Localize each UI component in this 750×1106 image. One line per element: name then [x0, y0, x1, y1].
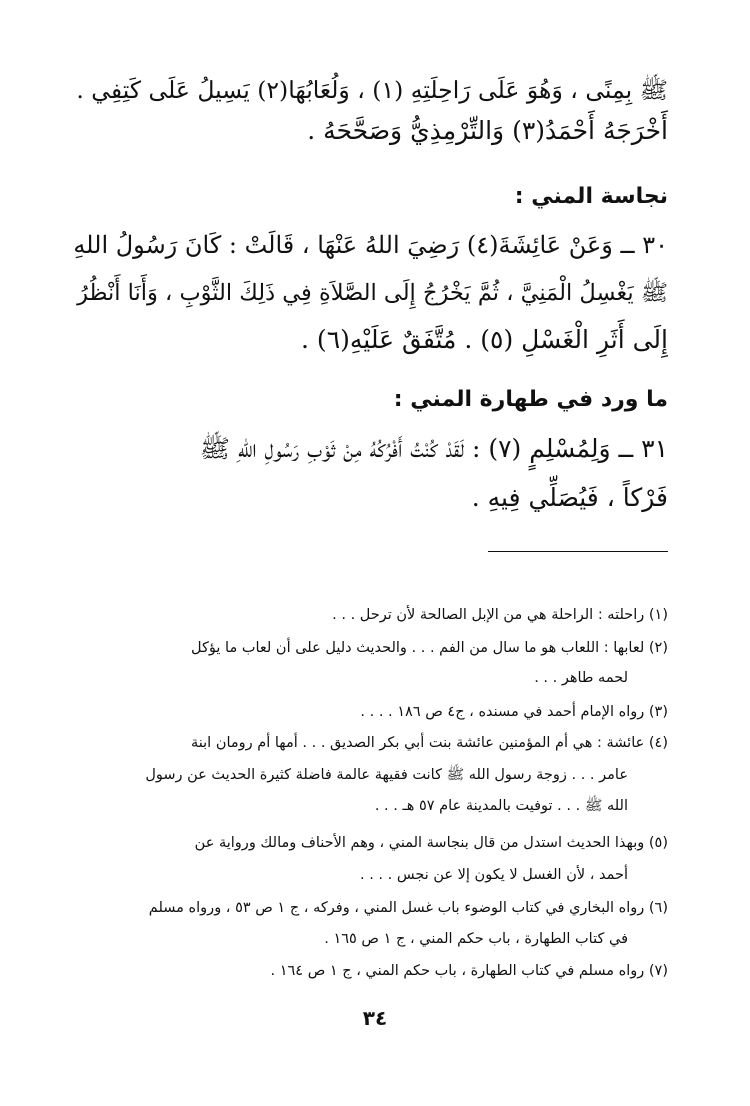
section-heading-najasa: نجاسة المني : [514, 184, 668, 209]
footnote-line: أحمد ، لأن الغسل لا يكون إلا عن نجس . . . . [359, 867, 628, 883]
main-text-line: أَخْرَجَهُ أَحْمَدُ(٣) وَالتِّرْمِذِيُّ وَصَحَّحَهُ . [307, 116, 668, 145]
main-text-line: ٣٠ ــ وَعَنْ عَائِشَةَ(٤) رَضِيَ اللهُ عَنْهَا ، قَالَتْ : كَانَ رَسُولُ اللهِ [73, 231, 668, 259]
main-text-line: ﷺ بِمِنًى ، وَهُوَ عَلَى رَاحِلَتِهِ (١) ، وَلُعَابُهَا(٢) يَسِيلُ عَلَى كَتِفِي . [76, 76, 668, 104]
main-text-line: ٣١ ــ وَلِمُسْلِمٍ (٧) : لَقَدْ كُنْتُ أَفْرُكُهُ مِنْ ثَوْبِ رَسُولِ اللهِ ﷺ [199, 434, 668, 463]
section-heading-tahara: ما ورد في طهارة المني : [393, 387, 668, 412]
footnote-line: (٢) لعابها : اللعاب هو ما سال من الفم . . . والحديث دليل على أن لعاب ما يؤكل [191, 640, 668, 656]
footnote-line: في كتاب الطهارة ، باب حكم المني ، ج ١ ص ١٦٥ . [324, 931, 628, 947]
footnote-line: لحمه طاهر . . . [534, 670, 628, 686]
footnote-line: (٣) رواه الإمام أحمد في مسنده ، ج٤ ص ١٨٦ . . . . [360, 704, 668, 720]
main-text-line: ﷺ يَغْسِلُ الْمَنِيَّ ، ثُمَّ يَخْرُجُ إِلَى الصَّلاَةِ فِي ذَلِكَ الثَّوْبِ ، وَأَنَا أَنْظُرُ [77, 280, 668, 306]
main-text-line: فَرْكاً ، فَيُصَلِّي فِيهِ . [471, 483, 668, 512]
footnote-line: (١) راحلته : الراحلة هي من الإبل الصالحة لأن ترحل . . . [332, 607, 668, 623]
footnote-line: (٤) عائشة : هي أم المؤمنين عائشة بنت أبي بكر الصديق . . . أمها أم رومان ابنة [191, 735, 668, 751]
footnote-line: (٥) وبهذا الحديث استدل من قال بنجاسة المني ، وهم الأحناف ومالك ورواية عن [194, 835, 668, 851]
footnote-line: (٧) رواه مسلم في كتاب الطهارة ، باب حكم المني ، ج ١ ص ١٦٤ . [270, 963, 668, 979]
footnote-separator [488, 551, 668, 552]
footnote-line: عامر . . . زوجة رسول الله ﷺ كانت فقيهة عالمة فاضلة كثيرة الحديث عن رسول [145, 767, 628, 783]
footnote-line: الله ﷺ . . . توفيت بالمدينة عام ٥٧ هـ . . . [374, 798, 628, 814]
main-text-line: إِلَى أَثَرِ الْغَسْلِ (٥) . مُتَّفَقٌ عَلَيْهِ(٦) . [301, 325, 668, 354]
page-number: ٣٤ [362, 1006, 388, 1030]
footnote-line: (٦) رواه البخاري في كتاب الوضوء باب غسل المني ، وفركه ، ج ١ ص ٥٣ ، ورواه مسلم [148, 900, 668, 916]
